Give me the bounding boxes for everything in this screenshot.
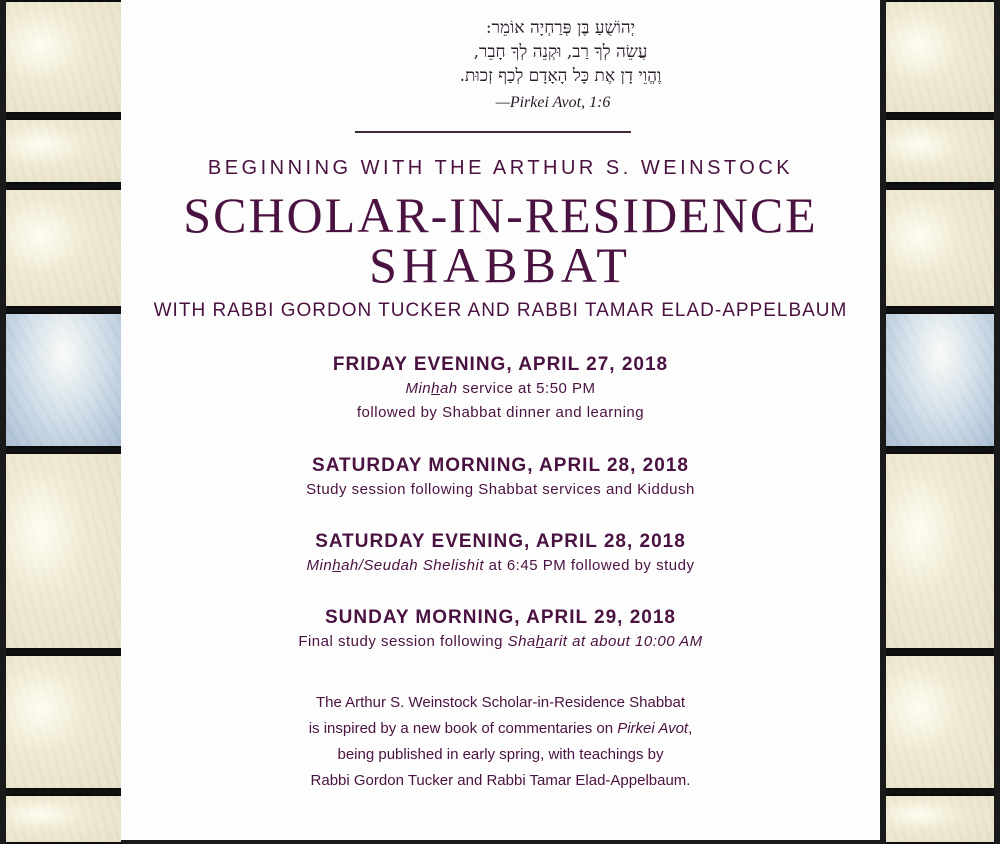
footer-line: Rabbi Gordon Tucker and Rabbi Tamar Elad-Appelbaum. — [310, 772, 691, 789]
stained-glass-panel — [6, 312, 121, 448]
event-detail-part: h — [431, 380, 440, 397]
event-detail-part: service at 5:50 PM — [457, 380, 596, 397]
event-sunday — [121, 606, 880, 654]
hebrew-line: עֲשֵׂה לְךָ רַב, וּקְנֵה לְךָ חָבֵר, — [473, 42, 648, 62]
footer-line: The Arthur S. Weinstock Scholar-in-Residence Shabbat — [315, 694, 686, 711]
event-detail-part: at 6:45 PM followed by study — [484, 557, 695, 574]
event-detail-part: Min — [306, 557, 333, 574]
left-decorative-border — [6, 0, 121, 840]
footer-line: being published in early spring, with teachings by — [337, 746, 664, 763]
stained-glass-panel — [886, 312, 994, 448]
hebrew-line: יְהוֹשֻׁעַ בֶּן פְּרַחְיָה אוֹמֵר: — [485, 18, 636, 38]
stained-glass-panel — [6, 452, 121, 650]
event-detail-part: arit at about 10:00 AM — [544, 633, 703, 650]
hebrew-quote — [121, 16, 880, 88]
stained-glass-panel — [886, 188, 994, 308]
stained-glass-panel — [886, 0, 994, 114]
stained-glass-panel — [886, 452, 994, 650]
stained-glass-panel — [886, 118, 994, 184]
stained-glass-panel — [6, 188, 121, 308]
stained-glass-panel — [6, 118, 121, 184]
event-detail-part: h — [535, 633, 545, 650]
event-detail: followed by Shabbat dinner and learning — [356, 404, 645, 421]
event-detail — [121, 377, 880, 401]
subtitle: WITH RABBI GORDON TUCKER AND RABBI TAMAR ELAD-APPELBAUM — [153, 300, 848, 321]
page-title-line-2: SHABBAT — [369, 237, 632, 293]
event-detail — [121, 630, 880, 654]
event-heading: SATURDAY EVENING, APRIL 28, 2018 — [315, 531, 686, 552]
event-heading: SATURDAY MORNING, APRIL 28, 2018 — [312, 455, 689, 476]
event-detail: Study session following Shabbat services and Kiddush — [306, 481, 695, 498]
footer-line-part: , — [688, 720, 693, 737]
footer-line — [121, 716, 880, 742]
hebrew-line: וֶהֱוֵי דָן אֶת כָּל הָאָדָם לְכַף זְכוּת. — [459, 66, 662, 86]
event-detail — [121, 554, 880, 578]
divider — [355, 131, 631, 133]
event-friday — [121, 353, 880, 425]
event-detail-part: Final study session following — [298, 633, 508, 650]
footer-line-part: is inspired by a new book of commentaries on — [308, 720, 618, 737]
event-detail-part: h — [332, 557, 342, 574]
event-heading: FRIDAY EVENING, APRIL 27, 2018 — [332, 354, 669, 375]
event-heading: SUNDAY MORNING, APRIL 29, 2018 — [325, 607, 676, 628]
event-saturday-evening — [121, 530, 880, 578]
right-decorative-border — [886, 0, 994, 840]
stained-glass-panel — [6, 654, 121, 790]
event-saturday-morning — [121, 454, 880, 502]
eyebrow-text: BEGINNING WITH THE ARTHUR S. WEINSTOCK — [207, 157, 794, 179]
stained-glass-panel — [6, 0, 121, 114]
event-detail-part: Min — [405, 380, 432, 397]
event-detail-part: Sha — [507, 633, 536, 650]
stained-glass-panel — [886, 654, 994, 790]
quote-attribution: —Pirkei Avot, 1:6 — [495, 94, 611, 111]
stained-glass-panel — [886, 794, 994, 844]
event-detail-part: ah/Seudah Shelishit — [341, 557, 484, 574]
flyer-content — [121, 0, 880, 840]
footer-description — [121, 690, 880, 794]
footer-line-part: Pirkei Avot — [617, 720, 689, 737]
page-title-line-1: SCHOLAR-IN-RESIDENCE — [183, 187, 818, 243]
stained-glass-panel — [6, 794, 121, 844]
event-detail-part: ah — [439, 380, 458, 397]
